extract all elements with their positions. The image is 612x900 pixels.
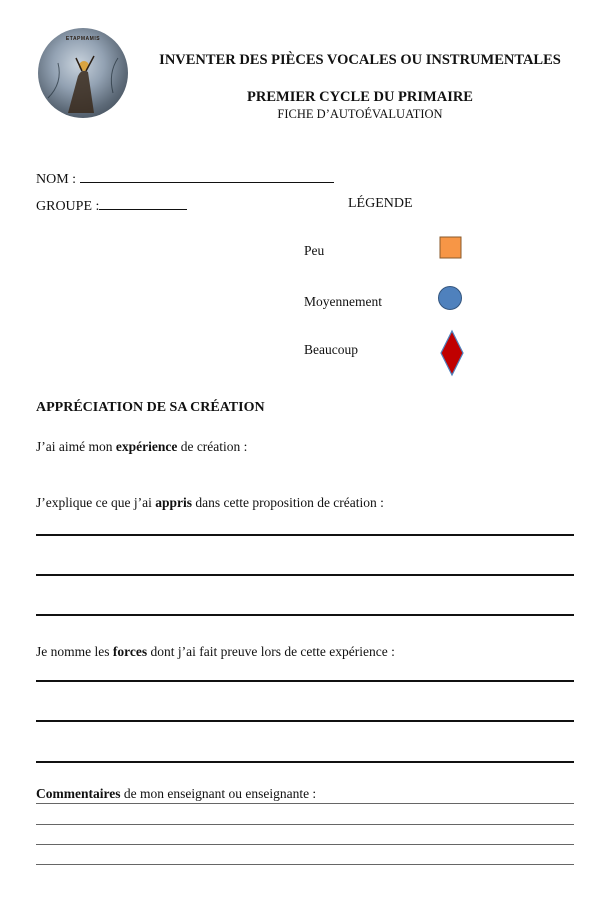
logo [38,28,128,118]
document-title: INVENTER DES PIÈCES VOCALES OU INSTRUMENTALES [159,52,561,68]
name-field[interactable] [36,169,334,188]
legend-label-peu: Peu [304,243,325,258]
name-label: NOM : [36,172,77,187]
legend-label-moyennement: Moyennement [304,294,382,309]
comment-line[interactable] [36,844,574,845]
legend-diamond-icon [438,329,466,379]
question-keyword: forces [112,644,148,659]
legend-square [440,237,461,258]
question-text: J’ai aimé mon [36,439,116,454]
answer-line[interactable] [36,761,574,763]
group-label: GROUPE : [36,199,100,214]
question-commentaires [36,786,316,802]
question-text: J’explique ce que j’ai [36,495,156,510]
answer-line[interactable] [36,720,574,722]
question-keyword: expérience [115,439,178,454]
comment-line[interactable] [36,824,574,825]
question-text: dans cette proposition de création : [191,495,384,510]
question-experience [36,439,247,455]
document-subtitle: FICHE D’AUTOÉVALUATION [277,107,443,121]
legend-circle-icon [436,284,464,312]
answer-line[interactable] [36,534,574,536]
section-title: APPRÉCIATION DE SA CRÉATION [36,400,265,415]
legend-title: LÉGENDE [348,196,413,211]
question-appris [36,495,384,511]
answer-line[interactable] [36,680,574,682]
answer-line[interactable] [36,574,574,576]
legend-diamond [441,331,463,375]
legend-circle [439,287,462,310]
question-text: Je nomme les [36,644,113,659]
document-level: PREMIER CYCLE DU PRIMAIRE [247,89,473,105]
answer-line[interactable] [36,614,574,616]
comment-line[interactable] [36,803,574,804]
group-field[interactable] [36,196,187,215]
name-line[interactable] [80,169,334,183]
question-keyword: Commentaires [36,786,121,801]
group-line[interactable] [99,196,187,210]
question-text: de création : [177,439,248,454]
question-text: dont j’ai fait preuve lors de cette expérience : [147,644,395,659]
question-forces [36,644,395,660]
legend-square-icon [438,235,464,261]
logo-text: ETAPMAMIS [65,36,101,42]
question-keyword: appris [155,495,192,510]
legend-label-beaucoup: Beaucoup [304,342,358,357]
question-text: de mon enseignant ou enseignante : [120,786,317,801]
comment-line[interactable] [36,864,574,865]
